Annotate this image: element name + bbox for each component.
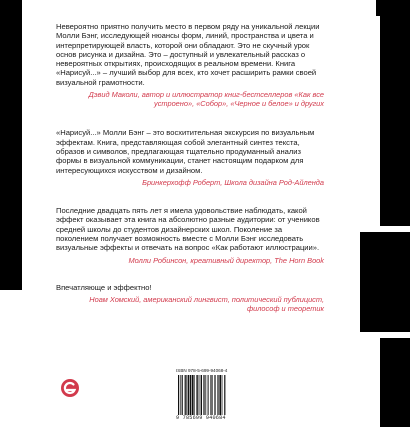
barcode-area bbox=[176, 368, 252, 421]
review-block-1 bbox=[56, 22, 324, 108]
review-block-2 bbox=[56, 128, 324, 187]
barcode-bar bbox=[180, 375, 181, 415]
barcode-bar bbox=[217, 375, 218, 415]
barcode-bar bbox=[190, 375, 191, 415]
barcode-bar bbox=[182, 375, 183, 415]
barcode-bar bbox=[218, 375, 219, 415]
review-block-3 bbox=[56, 206, 324, 265]
barcode-bar bbox=[215, 375, 216, 415]
barcode-bar bbox=[200, 375, 201, 415]
barcode-icon bbox=[176, 375, 252, 415]
review-attribution: Молли Робинсон, креативный директор, The Horn Book bbox=[128, 255, 324, 265]
barcode-bar bbox=[203, 375, 204, 415]
review-text: Невероятно приятно получить место в первом ряду на уникальной лекции Молли Бэнг, исследующей нюансы форм, линий, пространства и цвета и интерпретирующей власть, которой они обладают. Это не скучный урок основ рисунка и дизайна. Это – доступный и увлекательный рассказ о невероятных открытиях, происходящих в реальном времени. Книга «Нарисуй...» – лучший выбор для всех, кто хочет расширить рамки своей визуальной грамотности. bbox=[56, 22, 320, 87]
barcode-bar bbox=[204, 375, 205, 415]
barcode-bar bbox=[208, 375, 209, 415]
review-block-4 bbox=[56, 283, 324, 314]
barcode-bar bbox=[201, 375, 202, 415]
back-cover-text bbox=[56, 22, 324, 334]
barcode-bar bbox=[194, 375, 195, 415]
right-black-stripe-upper bbox=[380, 16, 410, 226]
barcode-digits: 9 785699 940684 bbox=[176, 415, 226, 421]
barcode-bar bbox=[212, 375, 213, 415]
barcode-bar bbox=[210, 375, 211, 415]
barcode-bar bbox=[188, 375, 190, 415]
review-attribution: Ноам Хомский, американский лингвист, политический публицист, философ и теоретик bbox=[89, 295, 324, 314]
review-attribution: Бринкерхофф Роберт, Школа дизайна Род-Айленда bbox=[142, 177, 324, 187]
isbn-text: ISBN 978-5-699-94068-4 bbox=[176, 368, 228, 373]
publisher-logo-icon bbox=[60, 378, 80, 398]
barcode-bar bbox=[185, 375, 186, 415]
barcode-bar bbox=[214, 375, 215, 415]
right-black-stripe-top bbox=[376, 0, 410, 16]
review-attribution: Дэвид Маколи, автор и иллюстратор книг-бестселлеров «Как все устроено», «Собор», «Черное и белое» и других bbox=[88, 90, 324, 109]
barcode-bar bbox=[178, 375, 179, 415]
barcode-bar bbox=[224, 375, 225, 415]
review-text: Последние двадцать пять лет я имела удовольствие наблюдать, какой эффект оказывает эта книга на абсолютно разные аудитории: от учеников средней школы до студентов дизайнерских школ. Поколение за поколением получает возможность вместе с Молли Бэнг исследовать визуальные эффекты и отвечать на вопрос «Как работают иллюстрации». bbox=[56, 206, 320, 253]
right-black-stripe-middle bbox=[360, 232, 410, 332]
review-text: «Нарисуй...» Молли Бэнг – это восхитительная экскурсия по визуальным эффектам. Книга, представляющая собой элегантный синтез текста, образов и символов, предлагающая тщательно продуманный анализ формы в визуальной коммуникации, станет настоящим подарком для интересующихся искусством и дизайном. bbox=[56, 128, 315, 175]
barcode-bar bbox=[222, 375, 223, 415]
review-text: Впечатляюще и эффектно! bbox=[56, 282, 152, 292]
barcode-bar bbox=[186, 375, 187, 415]
barcode-bar bbox=[219, 375, 221, 415]
barcode-bar bbox=[197, 375, 198, 415]
barcode-bar bbox=[192, 375, 194, 415]
barcode-bar bbox=[196, 375, 197, 415]
left-black-stripe bbox=[0, 0, 22, 290]
barcode-bar bbox=[207, 375, 208, 415]
right-black-stripe-lower bbox=[380, 338, 410, 427]
